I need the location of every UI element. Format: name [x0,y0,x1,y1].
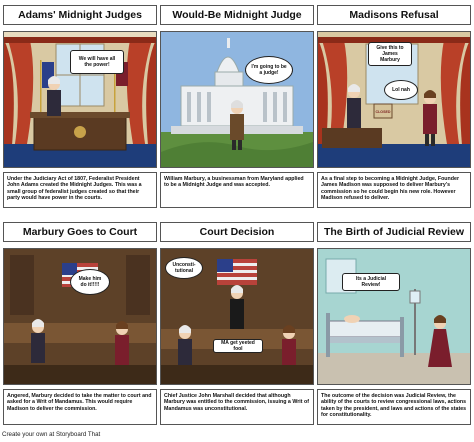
panel-1 [3,5,157,208]
panel-scene-courtroom [3,248,157,385]
storyboard-footer-link[interactable]: Create your own at Storyboard That [2,431,101,438]
speech-bubble: I'm going to be a judge! [245,56,293,84]
capitol-illustration [161,32,313,167]
speech-bubble: Its a Judicial Review! [342,273,400,291]
speech-bubble: We will have all the power! [70,50,124,74]
panel-title: Marbury Goes to Court [3,222,157,242]
panel-title: Madisons Refusal [317,5,471,25]
panel-title: Adams' Midnight Judges [3,5,157,25]
closed-sign: CLOSED [375,110,391,114]
panel-scene-court-decision [160,248,314,385]
panel-scene-capitol [160,31,314,168]
panel-scene-hospital [317,248,471,385]
panel-3 [317,5,471,208]
panel-title: Would-Be Midnight Judge [160,5,314,25]
speech-bubble: Give this to James Marbury [368,42,412,66]
speech-bubble: Unconsti-tutional [165,257,203,279]
panel-caption: Angered, Marbury decided to take the matter to court and asked for a Writ of Mandamus. This would require Madison to deliver the commission. [3,389,157,425]
panel-caption: The outcome of the decision was Judicial Review, the ability of the courts to review congressional laws, actions taken by the president, and laws and actions of the states for constitutionality. [317,389,471,425]
panel-scene-refusal [317,31,471,168]
courtroom-illustration [4,249,156,384]
panel-4 [3,222,157,425]
speech-bubble: Make him do it!!!!! [70,269,110,295]
speech-bubble: MA get yeeted fool [213,339,263,353]
panel-2 [160,5,314,208]
panel-6 [317,222,471,425]
speech-bubble: Lol nah [384,80,418,100]
panel-caption: Under the Judiciary Act of 1807, Federalist President John Adams created the Midnight Judges. This was a small group of federalist judges created so that their party would have power in the courts. [3,172,157,208]
panel-5 [160,222,314,425]
hospital-illustration [318,249,470,384]
panel-caption: Chief Justice John Marshall decided that although Marbury was entitled to the commission, issuing a Writ of Mandamus was unconstitutional. [160,389,314,425]
panel-caption: As a final step to becoming a Midnight Judge, Founder James Madison was supposed to deliver Marbury's commission so he could begin his new role. However Madison refused to deliver. [317,172,471,208]
panel-caption: William Marbury, a businessman from Maryland applied to be a Midnight Judge and was accepted. [160,172,314,208]
panel-title: The Birth of Judicial Review [317,222,471,242]
panel-title: Court Decision [160,222,314,242]
panel-scene-oval-office [3,31,157,168]
